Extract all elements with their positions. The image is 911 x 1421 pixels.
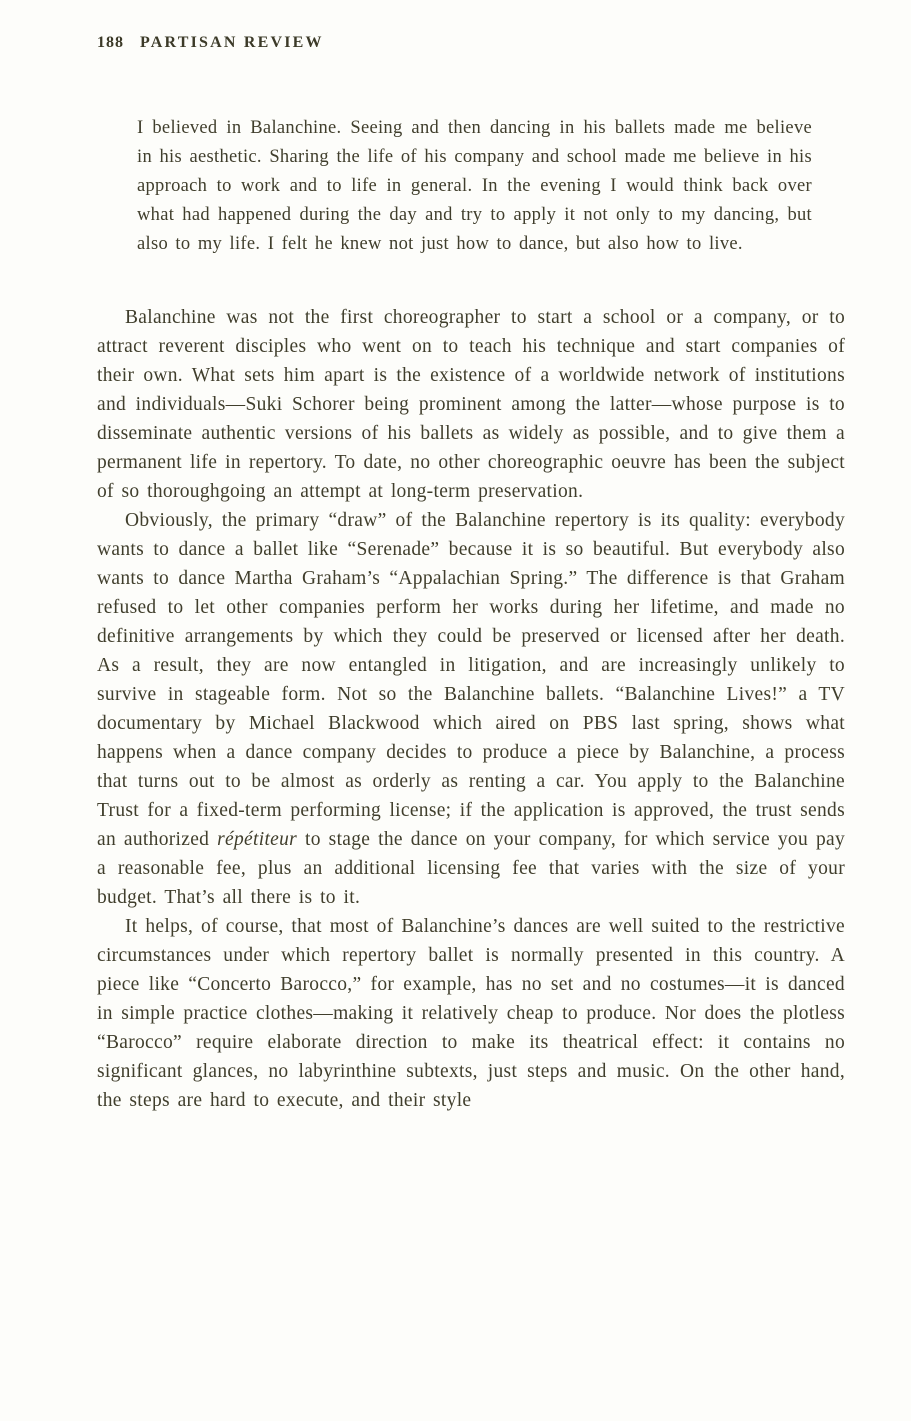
body-text: [97, 303, 845, 1115]
paragraph-balanchine-network: Balanchine was not the first choreographer to start a school or a company, or to attract reverent disciples who went on to teach his technique and start companies of their own. What sets him apart is the existence of a worldwide network of institutions and individuals—Suki Schorer being prominent among the latter—whose purpose is to disseminate authentic versions of his ballets as widely as possible, and to give them a permanent life in repertory. To date, no other choreographic oeuvre has been the subject of so thoroughgoing an attempt at long-term preservation.: [97, 307, 845, 502]
paragraph-concerto-barocco: It helps, of course, that most of Balanchine’s dances are well suited to the restrictive circumstances under which repertory ballet is normally presented in this country. A piece like “Concerto Barocco,” for example, has no set and no costumes—it is danced in simple practice clothes—making it relatively cheap to produce. Nor does the plotless “Barocco” require elaborate direction to make its theatrical effect: it contains no significant glances, no labyrinthine subtexts, just steps and music. On the other hand, the steps are hard to execute, and their style: [97, 916, 845, 1111]
italic-term-repetiteur: répétiteur: [217, 829, 298, 850]
block-quote: I believed in Balanchine. Seeing and then dancing in his ballets made me believe in his aesthetic. Sharing the life of his company and school made me believe in his approach to work and to life in general. In the evening I would think back over what had happened during the day and try to apply it not only to my dancing, but also to my life. I felt he knew not just how to dance, but also how to live.: [137, 118, 812, 254]
paragraph-repertory-draw-text: Obviously, the primary “draw” of the Balanchine repertory is its quality: everybody wants to dance a ballet like “Serenade” because it is so beautiful. But everybody also wants to dance Martha Graham’s “Appalachian Spring.” The difference is that Graham refused to let other companies perform her works during her lifetime, and made no definitive arrangements by which they could be preserved or licensed after her death. As a result, they are now entangled in litigation, and are increasingly unlikely to survive in stageable form. Not so the Balanchine ballets. “Balanchine Lives!” a TV documentary by Michael Blackwood which aired on PBS last spring, shows what happens when a dance company decides to produce a piece by Balanchine, a process that turns out to be almost as orderly as renting a car. You apply to the Balanchine Trust for a fixed-term performing license; if the application is approved, the trust sends an authorized: [97, 510, 845, 850]
page-number: 188: [97, 34, 124, 51]
journal-title: PARTISAN REVIEW: [140, 34, 324, 51]
paragraph-repertory-draw-text-cont: to stage the dance on your company, for which service you pay a reasonable fee, plus an additional licensing fee that varies with the size of your budget. That’s all there is to it.: [97, 829, 845, 908]
page-header: [97, 34, 845, 52]
paragraph-repertory-draw: [97, 506, 845, 912]
